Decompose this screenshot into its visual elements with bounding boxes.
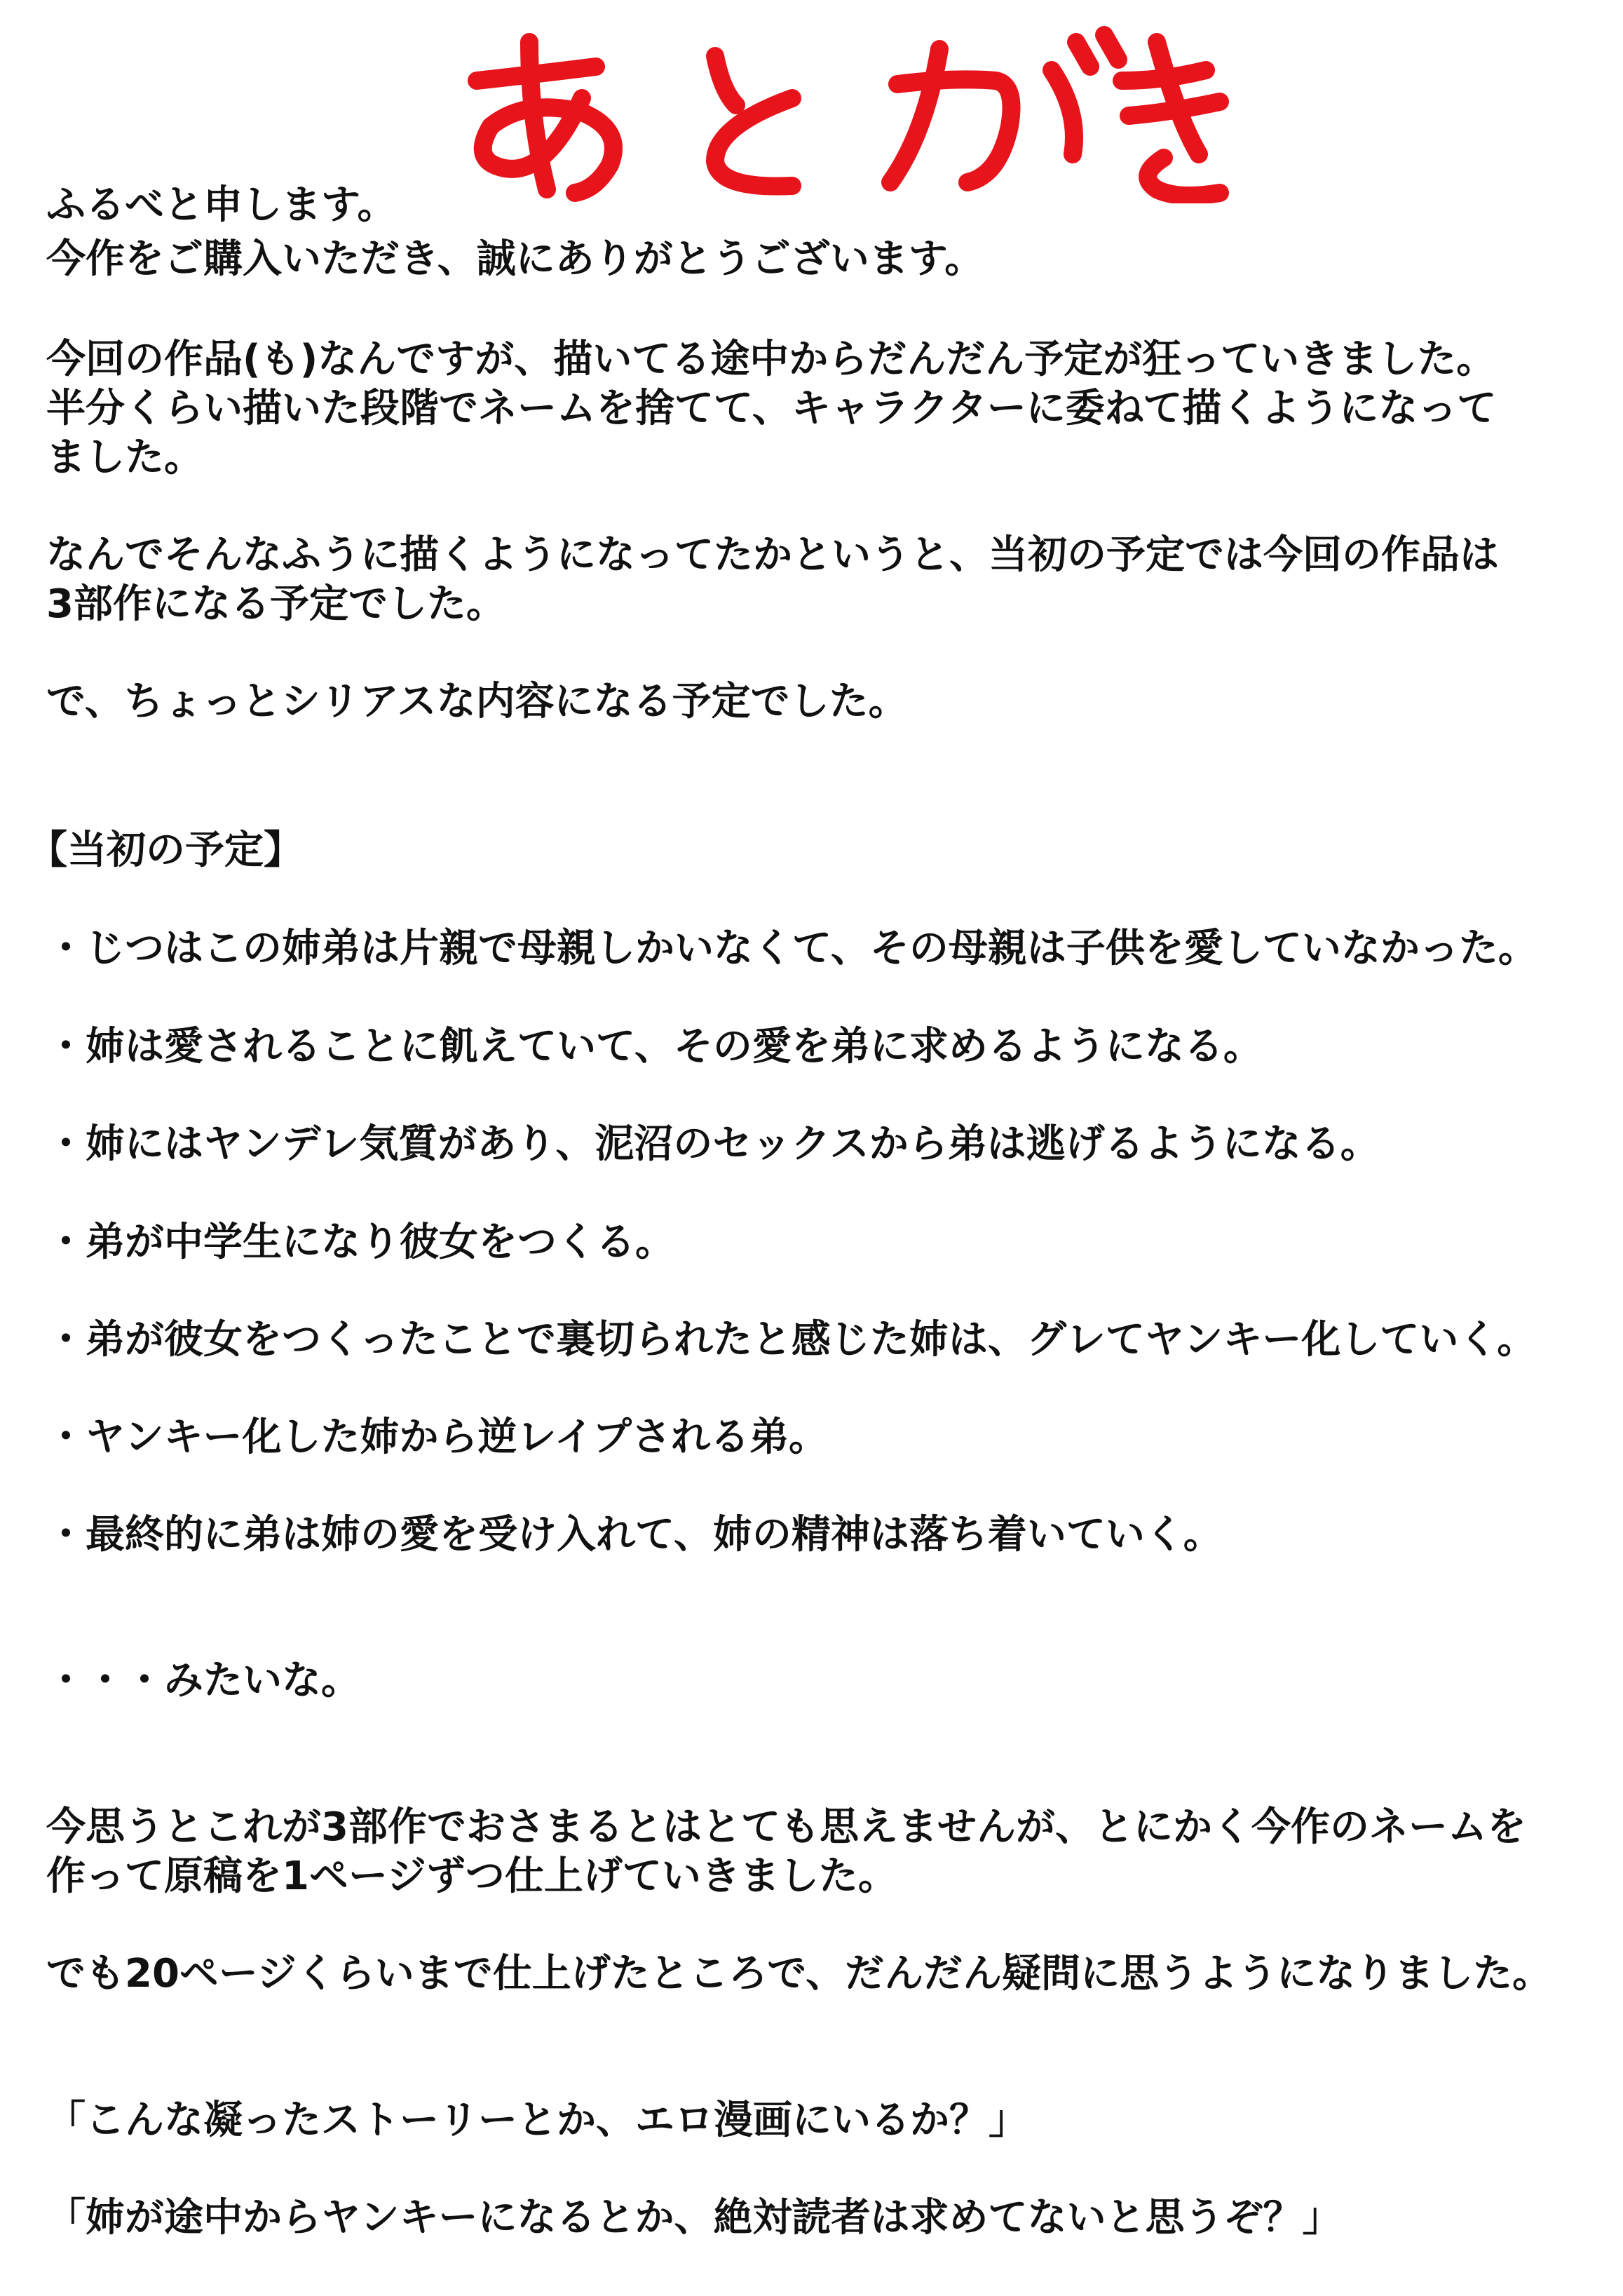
list-item: ・ヤンキー化した姉から逆レイプされる弟。 bbox=[46, 1414, 828, 1460]
handwritten-title-art bbox=[463, 14, 1234, 203]
text-line: で、ちょっとシリアスな内容になる予定でした。 bbox=[46, 679, 908, 724]
text-line: なんでそんなふうに描くようになってたかというと、当初の予定では今回の作品は bbox=[46, 532, 1499, 578]
list-item: ・姉にはヤンデレ気質があり、泥沼のセックスから弟は逃げるようになる。 bbox=[46, 1121, 1380, 1167]
list-item: ・弟が彼女をつくったことで裏切られたと感じた姉は、グレてヤンキー化していく。 bbox=[46, 1317, 1537, 1363]
text-line: ・・・みたいな。 bbox=[46, 1658, 360, 1703]
text-line: 今思うとこれが3部作でおさまるとはとても思えませんが、とにかく今作のネームを bbox=[46, 1804, 1526, 1850]
section-heading: 【当初の予定】 bbox=[28, 828, 303, 873]
list-item: ・じつはこの姉弟は片親で母親しかいなくて、その母親は子供を愛していなかった。 bbox=[46, 926, 1537, 971]
text-line: 作って原稿を1ページずつ仕上げていきました。 bbox=[46, 1853, 897, 1899]
text-line: 半分くらい描いた段階でネームを捨てて、キャラクターに委ねて描くようになって bbox=[46, 386, 1497, 431]
text-line: 今作をご購入いただき、誠にありがとうございます。 bbox=[46, 236, 984, 282]
text-line: 今回の作品(も)なんですが、描いてる途中からだんだん予定が狂っていきました。 bbox=[46, 337, 1496, 382]
page-title-handwritten bbox=[463, 14, 1234, 203]
text-line: でも20ページくらいまで仕上げたところで、だんだん疑問に思うようになりました。 bbox=[46, 1951, 1552, 1997]
list-item: ・姉は愛されることに飢えていて、その愛を弟に求めるようになる。 bbox=[46, 1024, 1263, 1069]
text-line: 3部作になる予定でした。 bbox=[46, 581, 505, 627]
list-item: ・弟が中学生になり彼女をつくる。 bbox=[46, 1220, 674, 1265]
list-item: ・最終的に弟は姉の愛を受け入れて、姉の精神は落ち着いていく。 bbox=[46, 1512, 1223, 1558]
text-line: ふるべと申します。 bbox=[46, 182, 397, 228]
text-line: ました。 bbox=[46, 435, 203, 480]
quote-line: 「姉が途中からヤンキーになるとか、絶対読者は求めてないと思うぞ？」 bbox=[46, 2195, 1342, 2241]
quote-line: 「こんな凝ったストーリーとか、エロ漫画にいるか？」 bbox=[46, 2098, 1028, 2143]
